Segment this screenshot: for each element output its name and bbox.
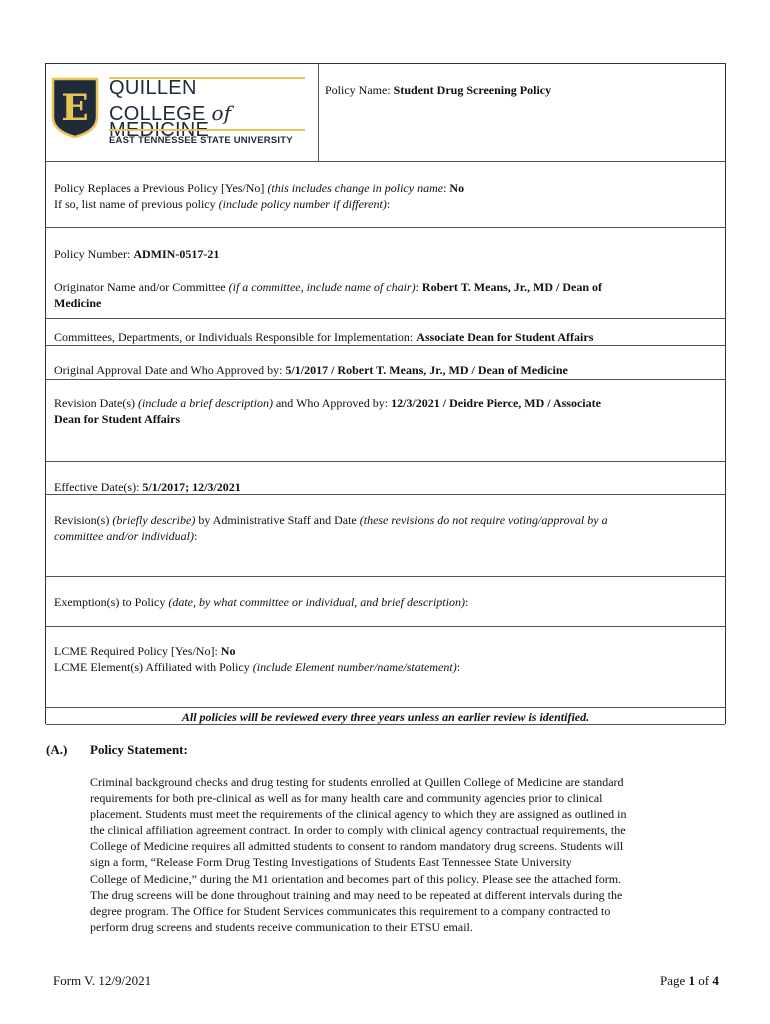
row-divider bbox=[46, 461, 725, 462]
row-divider bbox=[46, 494, 725, 495]
section-a-title: Policy Statement: bbox=[90, 742, 188, 757]
policy-header-table bbox=[45, 63, 726, 724]
row-divider bbox=[46, 576, 725, 577]
row-divider bbox=[46, 318, 725, 319]
paragraph-line: placement. Students must meet the requirements of the clinical agency to which they are assigned as outlined in bbox=[90, 807, 627, 822]
revision-dates: Revision Date(s) (include a brief description) and Who Approved by: 12/3/2021 / Deidre Pierce, MD / Associate Dean for Student Affairs bbox=[54, 396, 601, 426]
row-divider bbox=[46, 161, 725, 162]
policy-number: Policy Number: ADMIN-0517-21 bbox=[54, 247, 220, 261]
lcme: LCME Required Policy [Yes/No]: No LCME Element(s) Affiliated with Policy (include Element number/name/statement): bbox=[54, 644, 461, 674]
logo-college-of-medicine: COLLEGE of MEDICINE bbox=[109, 101, 232, 141]
quillen-logo bbox=[51, 77, 306, 153]
paragraph-line: requirements for both pre-clinical as well as for many health care and community agencies prior to clinical bbox=[90, 791, 603, 806]
paragraph-line: the clinical affiliation agreement contract. In order to comply with clinical agency contractual requirements, the bbox=[90, 823, 626, 838]
logo-quillen: QUILLEN bbox=[109, 77, 197, 99]
paragraph-line: degree program. The Office for Student Services communicates this requirement to a company contracted to bbox=[90, 903, 611, 918]
row-divider bbox=[46, 345, 725, 346]
committees: Committees, Departments, or Individuals Responsible for Implementation: Associate Dean for Student Affairs bbox=[54, 330, 594, 344]
section-a-marker: (A.) bbox=[46, 742, 68, 757]
table-bottom bbox=[46, 724, 725, 725]
exemptions: Exemption(s) to Policy (date, by what committee or individual, and brief description): bbox=[54, 595, 469, 609]
logo-university: EAST TENNESSEE STATE UNIVERSITY bbox=[109, 135, 293, 146]
originator: Originator Name and/or Committee (if a committee, include name of chair): Robert T. Means, Jr., MD / Dean of Medicine bbox=[54, 280, 603, 310]
paragraph-line: sign a form, “Release Form Drug Testing Investigations of Students East Tennessee State University bbox=[90, 855, 572, 870]
shield-letter: E bbox=[61, 87, 89, 129]
etsu-shield-icon bbox=[51, 77, 99, 139]
paragraph-line: College of Medicine requires all admitted students to consent to random mandatory drug screens. Students will bbox=[90, 839, 624, 854]
row-divider bbox=[46, 626, 725, 627]
effective-dates: Effective Date(s): 5/1/2017; 12/3/2021 bbox=[54, 480, 241, 494]
row-divider bbox=[46, 227, 725, 228]
row-divider bbox=[46, 707, 725, 708]
review-note: All policies will be reviewed every three years unless an earlier review is identified. bbox=[181, 710, 590, 724]
page-number: Page 1 of 4 bbox=[660, 973, 719, 988]
paragraph-line: perform drug screens and students receive communication to their ETSU email. bbox=[90, 919, 473, 934]
policy-name: Policy Name: Student Drug Screening Policy bbox=[325, 83, 552, 97]
row-divider bbox=[46, 379, 725, 380]
paragraph-line: College of Medicine,” during the M1 orientation and becomes part of this policy. Please see the attached form. bbox=[90, 871, 622, 886]
logo-gold-rule-mid bbox=[109, 129, 305, 131]
policy-statement-body bbox=[90, 774, 730, 935]
revisions: Revision(s) (briefly describe) by Administrative Staff and Date (these revisions do not require voting/approval by a committee and/or individual): bbox=[54, 513, 608, 543]
form-version: Form V. 12/9/2021 bbox=[53, 973, 152, 988]
paragraph-line: The drug screens will be done throughout training and may need to be repeated at different intervals during the bbox=[90, 887, 623, 902]
original-approval: Original Approval Date and Who Approved by: 5/1/2017 / Robert T. Means, Jr., MD / Dean of Medicine bbox=[54, 363, 568, 377]
paragraph-line: Criminal background checks and drug testing for students enrolled at Quillen College of Medicine are standard bbox=[90, 775, 624, 789]
header-divider bbox=[318, 64, 319, 161]
policy-replaces: Policy Replaces a Previous Policy [Yes/No] (this includes change in policy name: No If so, list name of previous policy (include policy number if different): bbox=[54, 181, 465, 211]
